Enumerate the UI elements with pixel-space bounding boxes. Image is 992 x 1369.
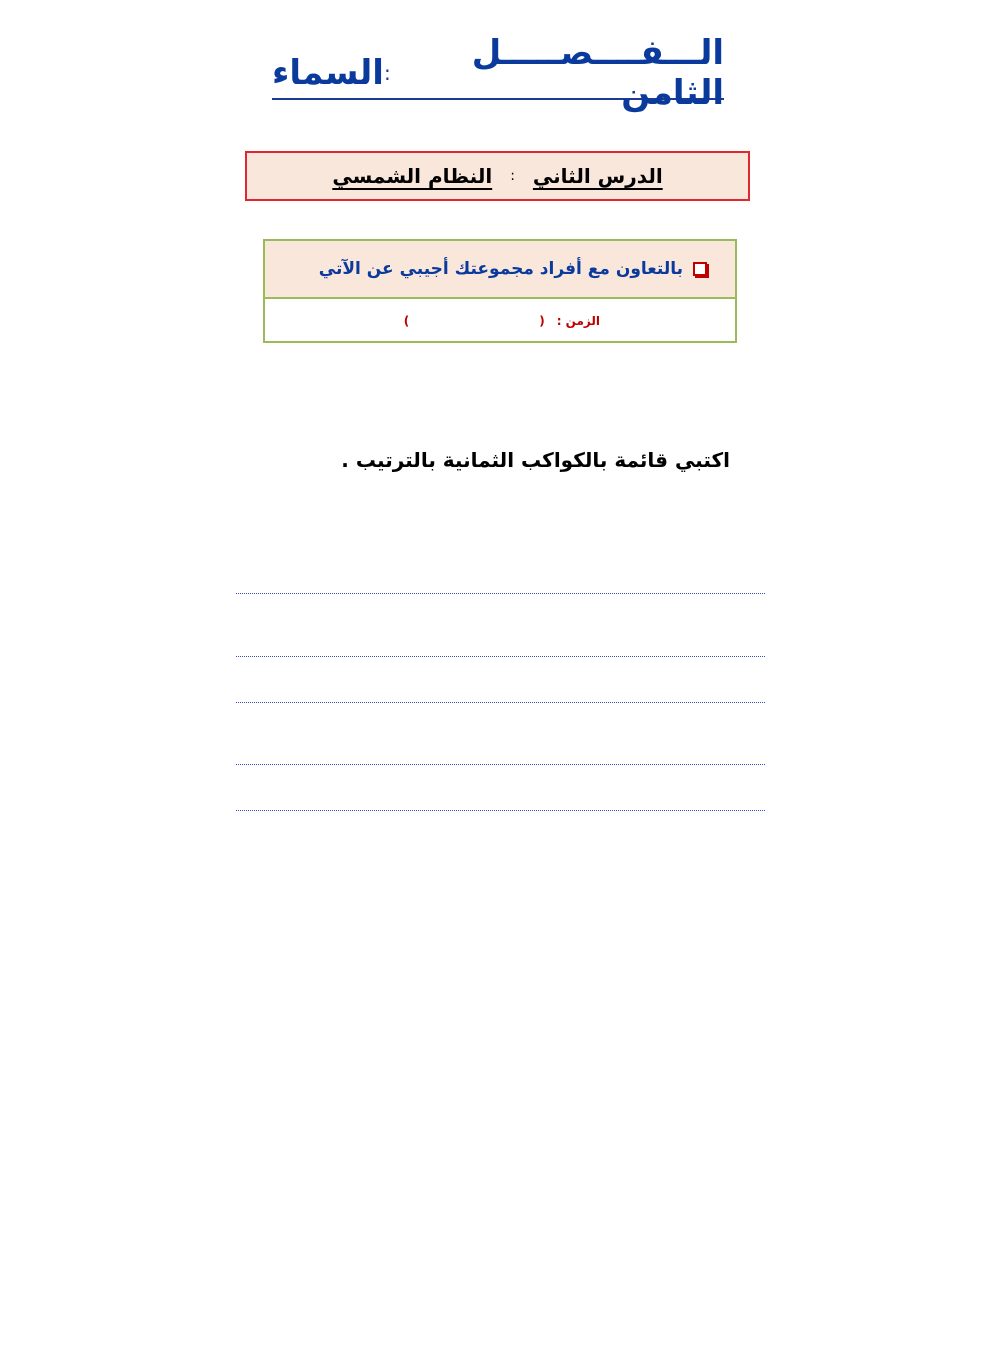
time-label: الزمن : bbox=[556, 314, 600, 328]
checkbox-icon bbox=[693, 262, 707, 276]
task-time-row bbox=[265, 299, 735, 343]
time-close-paren: ) bbox=[403, 314, 410, 328]
answer-line[interactable] bbox=[236, 656, 765, 657]
lesson-label: الدرس الثاني bbox=[532, 164, 663, 188]
time-open-paren: ( bbox=[539, 314, 545, 328]
chapter-separator: : bbox=[383, 61, 391, 85]
question-text: اكتبي قائمة بالكواكب الثمانية بالترتيب . bbox=[341, 448, 730, 472]
answer-line[interactable] bbox=[236, 810, 765, 811]
lesson-header bbox=[245, 151, 750, 201]
answer-line[interactable] bbox=[236, 593, 765, 594]
task-instruction-row bbox=[265, 241, 735, 299]
task-instruction: بالتعاون مع أفراد مجموعتك أجيبي عن الآتي bbox=[318, 259, 683, 279]
answer-line[interactable] bbox=[236, 702, 765, 703]
task-box bbox=[263, 239, 737, 343]
chapter-label: الـــفــــصـــــل الثامن bbox=[471, 33, 724, 113]
chapter-subject: السماء bbox=[272, 53, 384, 93]
answer-line[interactable] bbox=[236, 764, 765, 765]
chapter-title bbox=[272, 33, 724, 113]
lesson-separator: : bbox=[510, 168, 515, 184]
lesson-title: النظام الشمسي bbox=[332, 164, 493, 188]
